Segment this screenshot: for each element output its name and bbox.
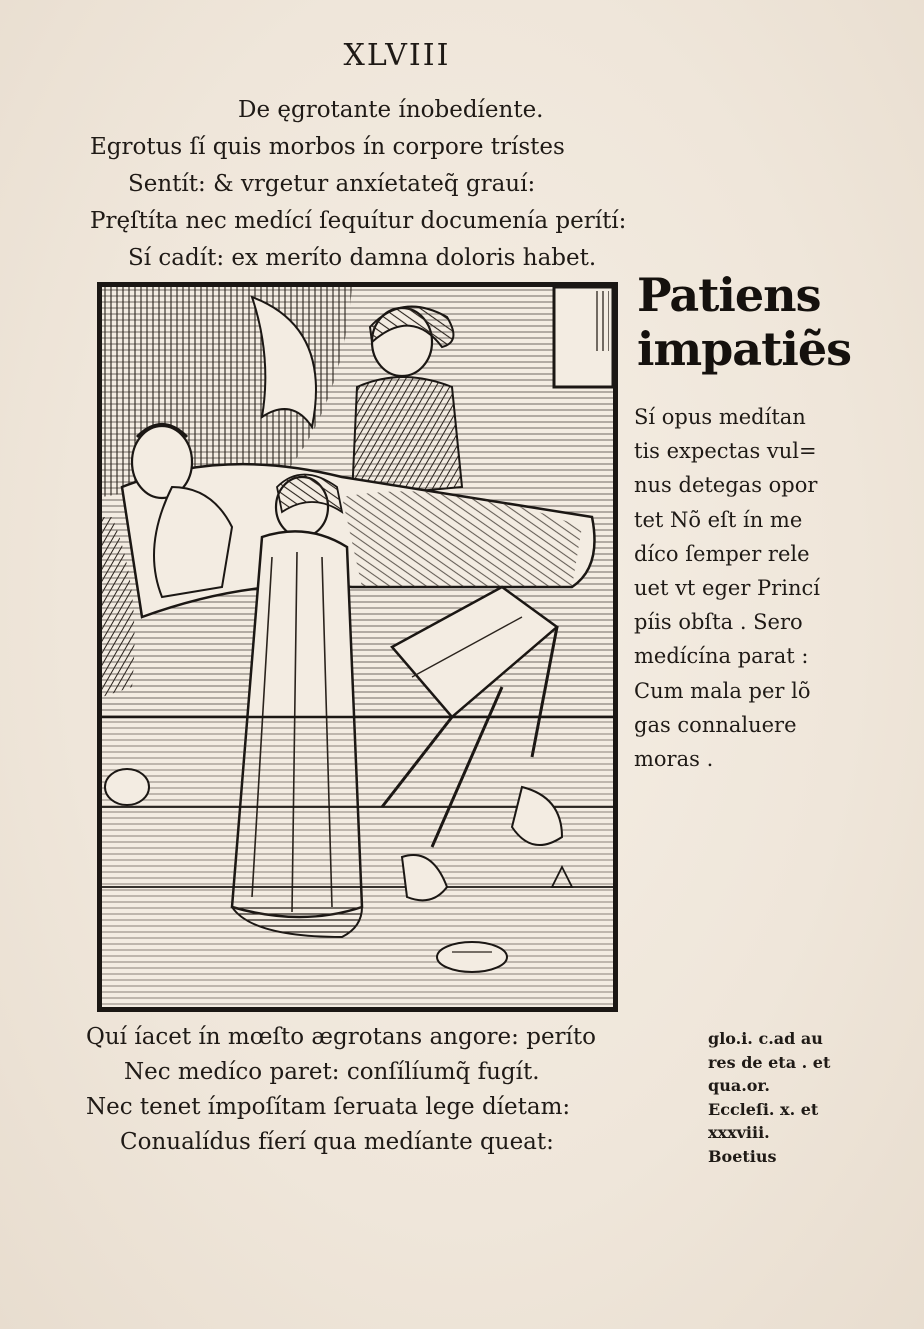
commentary-line: píis obſta . Sero: [634, 610, 803, 635]
marginal-line: xxxviii.: [708, 1123, 770, 1142]
marginal-line: glo.i. c.ad au: [708, 1029, 823, 1048]
verse-line: Nec medíco paret: conſílíumq̃ fugít.: [124, 1059, 540, 1085]
marginal-notes: [708, 1027, 878, 1168]
top-verse: [90, 92, 690, 277]
commentary-line: Cum mala per lõ: [634, 678, 811, 703]
verse-line: Egrotus ſí quis morbos ín corpore trístes: [90, 134, 565, 160]
commentary-line: moras .: [634, 747, 714, 772]
commentary-line: tis expectas vul=: [634, 439, 817, 464]
commentary-line: tet Nõ eſt ín me: [634, 507, 803, 532]
marginal-line: res de eta . et: [708, 1052, 831, 1072]
folio-number: XLVIII: [343, 38, 451, 73]
bottom-verse: [86, 1020, 646, 1160]
verse-line: Conualídus fíerí qua medíante queat:: [120, 1129, 554, 1155]
commentary-line: Sí opus medítan: [634, 405, 806, 429]
verse-title: De ęgrotante ínobedíente.: [238, 97, 544, 123]
verse-line: Pręſtíta nec medící ſequítur documenía perítí:: [90, 208, 627, 234]
verse-line: Nec tenet ímpoſítam ſeruata lege díetam:: [86, 1094, 571, 1120]
commentary-line: díco ſemper rele: [634, 541, 810, 566]
commentary-line: uet vt eger Princí: [634, 576, 820, 601]
commentary-line: nus detegas opor: [634, 473, 818, 498]
marginal-line: Boetius: [708, 1146, 777, 1166]
verse-line: Quí íacet ín mœſto ægrotans angore: períto: [86, 1024, 596, 1050]
commentary-line: medícína parat :: [634, 644, 809, 669]
marginal-line: Eccleſi. x. et: [708, 1099, 819, 1119]
woodcut-drawing: [102, 287, 613, 1007]
verse-line: Sí cadít: ex meríto damna doloris habet.: [128, 245, 597, 271]
side-commentary: [634, 400, 874, 776]
heading-line: impatiẽs: [637, 322, 852, 376]
verse-line: Sentít: & vrgetur anxíetateq̃ grauí:: [128, 171, 536, 197]
heading-line: Patiens: [637, 268, 821, 322]
gothic-heading: [637, 268, 877, 376]
marginal-line: qua.or.: [708, 1076, 770, 1095]
woodcut-illustration: [97, 282, 618, 1012]
commentary-line: gas connaluere: [634, 712, 797, 737]
